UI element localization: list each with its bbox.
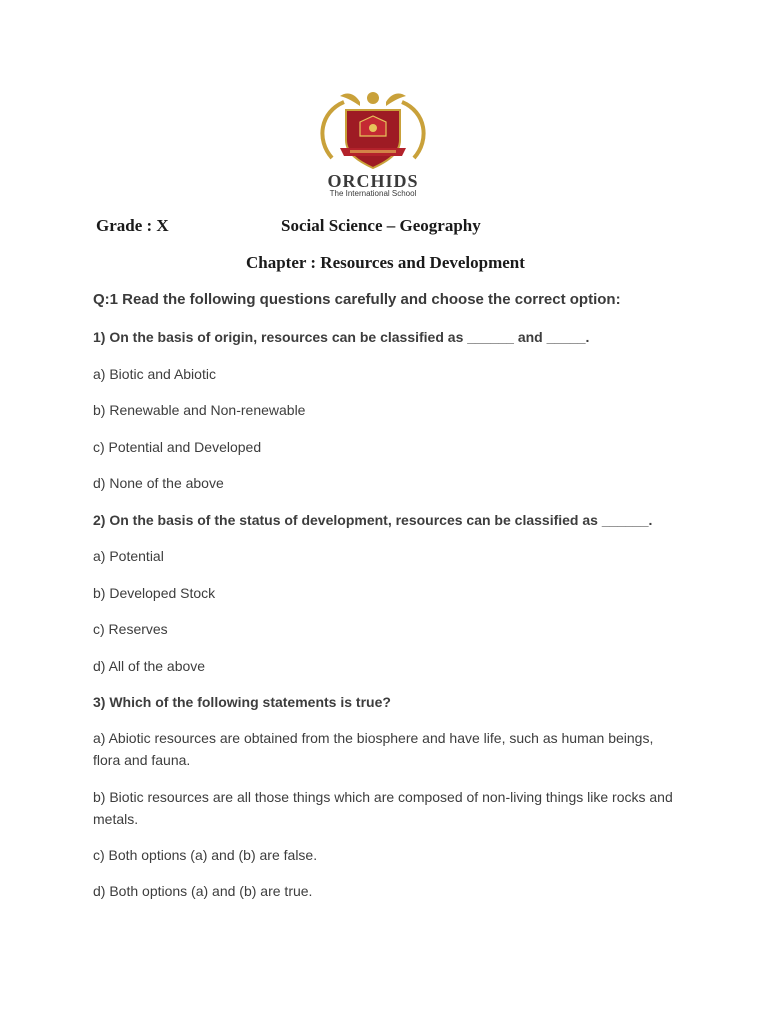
question-3-option-c: c) Both options (a) and (b) are false.: [93, 847, 318, 863]
chapter-title: Chapter : Resources and Development: [246, 253, 525, 272]
grade-label: Grade : X: [96, 216, 169, 235]
question-2-option-b: b) Developed Stock: [93, 585, 216, 601]
question-1-text: 1) On the basis of origin, resources can be classified as ______ and _____.: [93, 329, 590, 345]
question-3-text: 3) Which of the following statements is true?: [93, 694, 391, 710]
question-2-option-d: d) All of the above: [93, 658, 206, 674]
question-list: [93, 326, 673, 902]
question-2-option-a: a) Potential: [93, 548, 164, 564]
question-2-text: 2) On the basis of the status of development, resources can be classified as ______.: [93, 512, 653, 528]
question-3-option-b: b) Biotic resources are all those things which are composed of non-living things like rocks and metals.: [93, 789, 673, 827]
question-3-option-d: d) Both options (a) and (b) are true.: [93, 883, 313, 899]
question-1-option-b: b) Renewable and Non-renewable: [93, 402, 306, 418]
logo-tagline: The International School: [329, 189, 417, 198]
question-1-option-a: a) Biotic and Abiotic: [93, 366, 216, 382]
crest-emblem-icon: [310, 88, 436, 172]
instruction-heading: Q:1 Read the following questions carefully and choose the correct option:: [93, 291, 621, 308]
question-2-option-c: c) Reserves: [93, 621, 168, 637]
question-1-option-c: c) Potential and Developed: [93, 439, 262, 455]
question-3-option-a: a) Abiotic resources are obtained from the biosphere and have life, such as human beings, flora and fauna.: [93, 730, 654, 768]
subject-label: Social Science – Geography: [281, 216, 481, 235]
logo-wordmark: ORCHIDS: [327, 171, 419, 191]
school-logo: [310, 88, 436, 204]
question-1-option-d: d) None of the above: [93, 475, 224, 491]
